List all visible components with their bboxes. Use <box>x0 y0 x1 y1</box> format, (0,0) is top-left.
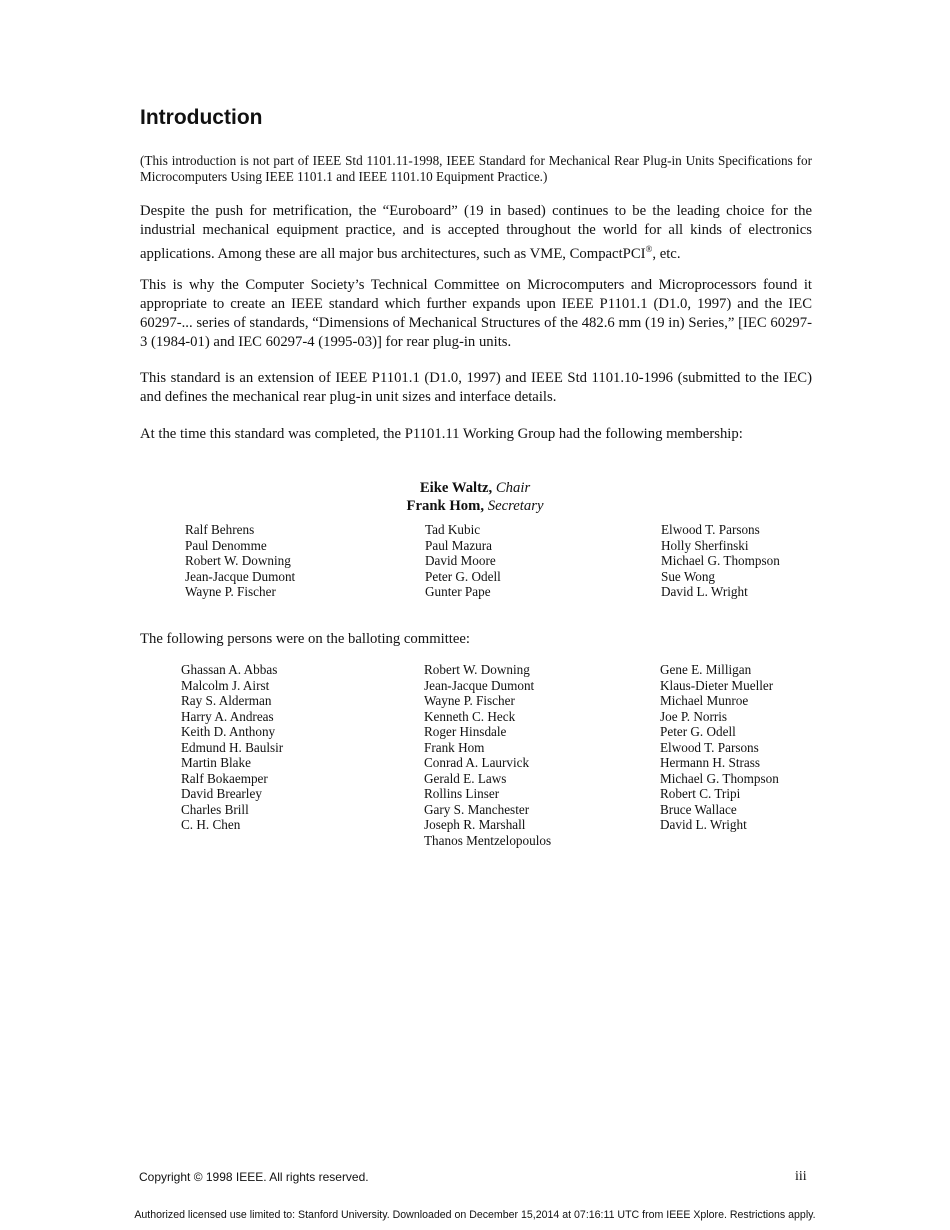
ballot-member-name: Ray S. Alderman <box>181 693 272 708</box>
working-group-column-2 <box>425 522 501 600</box>
member-name: Robert W. Downing <box>185 553 291 568</box>
copyright-notice: Copyright © 1998 IEEE. All rights reserved. <box>139 1170 369 1184</box>
ballot-member-name: Michael Munroe <box>660 693 749 708</box>
ballot-member-name: Kenneth C. Heck <box>424 708 516 724</box>
member-name: Gunter Pape <box>425 584 491 599</box>
member-name: Jean-Jacque Dumont <box>185 568 296 584</box>
balloting-column-3 <box>660 662 779 833</box>
page-number: iii <box>795 1169 807 1184</box>
secretary-name: Frank Hom, <box>406 498 485 514</box>
ballot-member-name: Robert C. Tripi <box>660 786 741 801</box>
ballot-member-name: Joe P. Norris <box>660 708 728 724</box>
member-name: Sue Wong <box>661 568 716 584</box>
paragraph-text-end: , etc. <box>652 245 681 262</box>
chair-line <box>0 479 950 497</box>
paragraph-membership: At the time this standard was completed, the P1101.11 Working Group had the following membership: <box>140 426 743 442</box>
ballot-member-name: Gerald E. Laws <box>424 770 507 786</box>
member-name: Michael G. Thompson <box>661 553 780 568</box>
ballot-member-name: Elwood T. Parsons <box>660 739 759 755</box>
member-name: Tad Kubic <box>425 522 481 537</box>
member-name: Paul Mazura <box>425 537 493 553</box>
paragraph-committee: This is why the Computer Society’s Technical Committee on Microcomputers and Microprocessors found it appropriate to create an IEEE standard which further expands upon IEEE P1101.1 (D1.0, 1997) and the IEC 60297-... series of standards, “Dimensions of Mechanical Structures of the 482.6 mm (19 in) Series,” [IEC 60297-3 (1984-01) and IEC 60297-4 (1995-03)] for rear plug-in units. <box>140 277 812 350</box>
secretary-role: Secretary <box>487 498 544 514</box>
balloting-intro: The following persons were on the balloting committee: <box>140 631 470 647</box>
ballot-member-name: Ralf Bokaemper <box>181 770 268 786</box>
ballot-member-name: Ghassan A. Abbas <box>181 662 278 677</box>
member-name: Holly Sherfinski <box>661 537 749 553</box>
working-group-column-1 <box>185 522 295 600</box>
ballot-member-name: Thanos Mentzelopoulos <box>424 832 552 848</box>
member-name: David L. Wright <box>661 584 748 599</box>
member-name: Paul Denomme <box>185 537 267 553</box>
balloting-column-1 <box>181 662 283 833</box>
member-name: Elwood T. Parsons <box>661 522 760 537</box>
member-name: Wayne P. Fischer <box>185 584 276 599</box>
ballot-member-name: Gary S. Manchester <box>424 801 530 817</box>
working-group-column-3 <box>661 522 780 600</box>
ballot-member-name: Harry A. Andreas <box>181 708 274 724</box>
ballot-member-name: Keith D. Anthony <box>181 724 276 739</box>
ballot-member-name: C. H. Chen <box>181 817 241 832</box>
ballot-member-name: Bruce Wallace <box>660 801 737 817</box>
ballot-member-name: Gene E. Milligan <box>660 662 752 677</box>
paragraph-text: Despite the push for metrification, the “Euroboard” (19 in based) continues to be the leading choice for the industrial mechanical equipment practice, and is accepted throughout the world for all kinds of electronics applications. Among these are all major bus architectures, such as VME, CompactPCI <box>140 203 812 262</box>
chair-role: Chair <box>495 480 531 496</box>
ballot-member-name: David Brearley <box>181 786 262 801</box>
paragraph-metrification <box>140 202 812 264</box>
page-title: Introduction <box>140 106 263 129</box>
member-name: David Moore <box>425 553 496 568</box>
secretary-line <box>0 497 950 515</box>
registered-mark: ® <box>645 244 653 254</box>
ballot-member-name: Edmund H. Baulsir <box>181 739 284 755</box>
member-name: Peter G. Odell <box>425 568 501 584</box>
ballot-member-name: Martin Blake <box>181 755 251 770</box>
ballot-member-name: David L. Wright <box>660 817 747 832</box>
ballot-member-name: Malcolm J. Airst <box>181 677 270 693</box>
chair-name: Eike Waltz, <box>419 480 493 496</box>
ballot-member-name: Rollins Linser <box>424 786 500 801</box>
ballot-member-name: Peter G. Odell <box>660 724 736 739</box>
ballot-member-name: Hermann H. Strass <box>660 755 760 770</box>
license-notice: Authorized licensed use limited to: Stanford University. Downloaded on December 15,2014 at 07:16:11 UTC from IEEE Xplore. Restrictions apply. <box>134 1209 816 1221</box>
balloting-column-2 <box>424 662 551 848</box>
ballot-member-name: Robert W. Downing <box>424 662 530 677</box>
ballot-member-name: Roger Hinsdale <box>424 724 507 739</box>
ballot-member-name: Frank Hom <box>424 739 485 755</box>
ballot-member-name: Conrad A. Laurvick <box>424 755 530 770</box>
ballot-member-name: Jean-Jacque Dumont <box>424 677 535 693</box>
working-group-officers <box>0 479 950 515</box>
member-name: Ralf Behrens <box>185 522 255 537</box>
ballot-member-name: Klaus-Dieter Mueller <box>660 677 774 693</box>
ballot-member-name: Charles Brill <box>181 801 249 817</box>
paragraph-extension: This standard is an extension of IEEE P1101.1 (D1.0, 1997) and IEEE Std 1101.10-1996 (submitted to the IEC) and defines the mechanical rear plug-in unit sizes and interface details. <box>140 370 812 405</box>
ballot-member-name: Joseph R. Marshall <box>424 817 526 832</box>
ballot-member-name: Michael G. Thompson <box>660 770 779 786</box>
ballot-member-name: Wayne P. Fischer <box>424 693 515 708</box>
introduction-note: (This introduction is not part of IEEE Std 1101.11-1998, IEEE Standard for Mechanical Rear Plug-in Units Specifications for Microcomputers Using IEEE 1101.1 and IEEE 1101.10 Equipment Practice.) <box>140 153 812 184</box>
